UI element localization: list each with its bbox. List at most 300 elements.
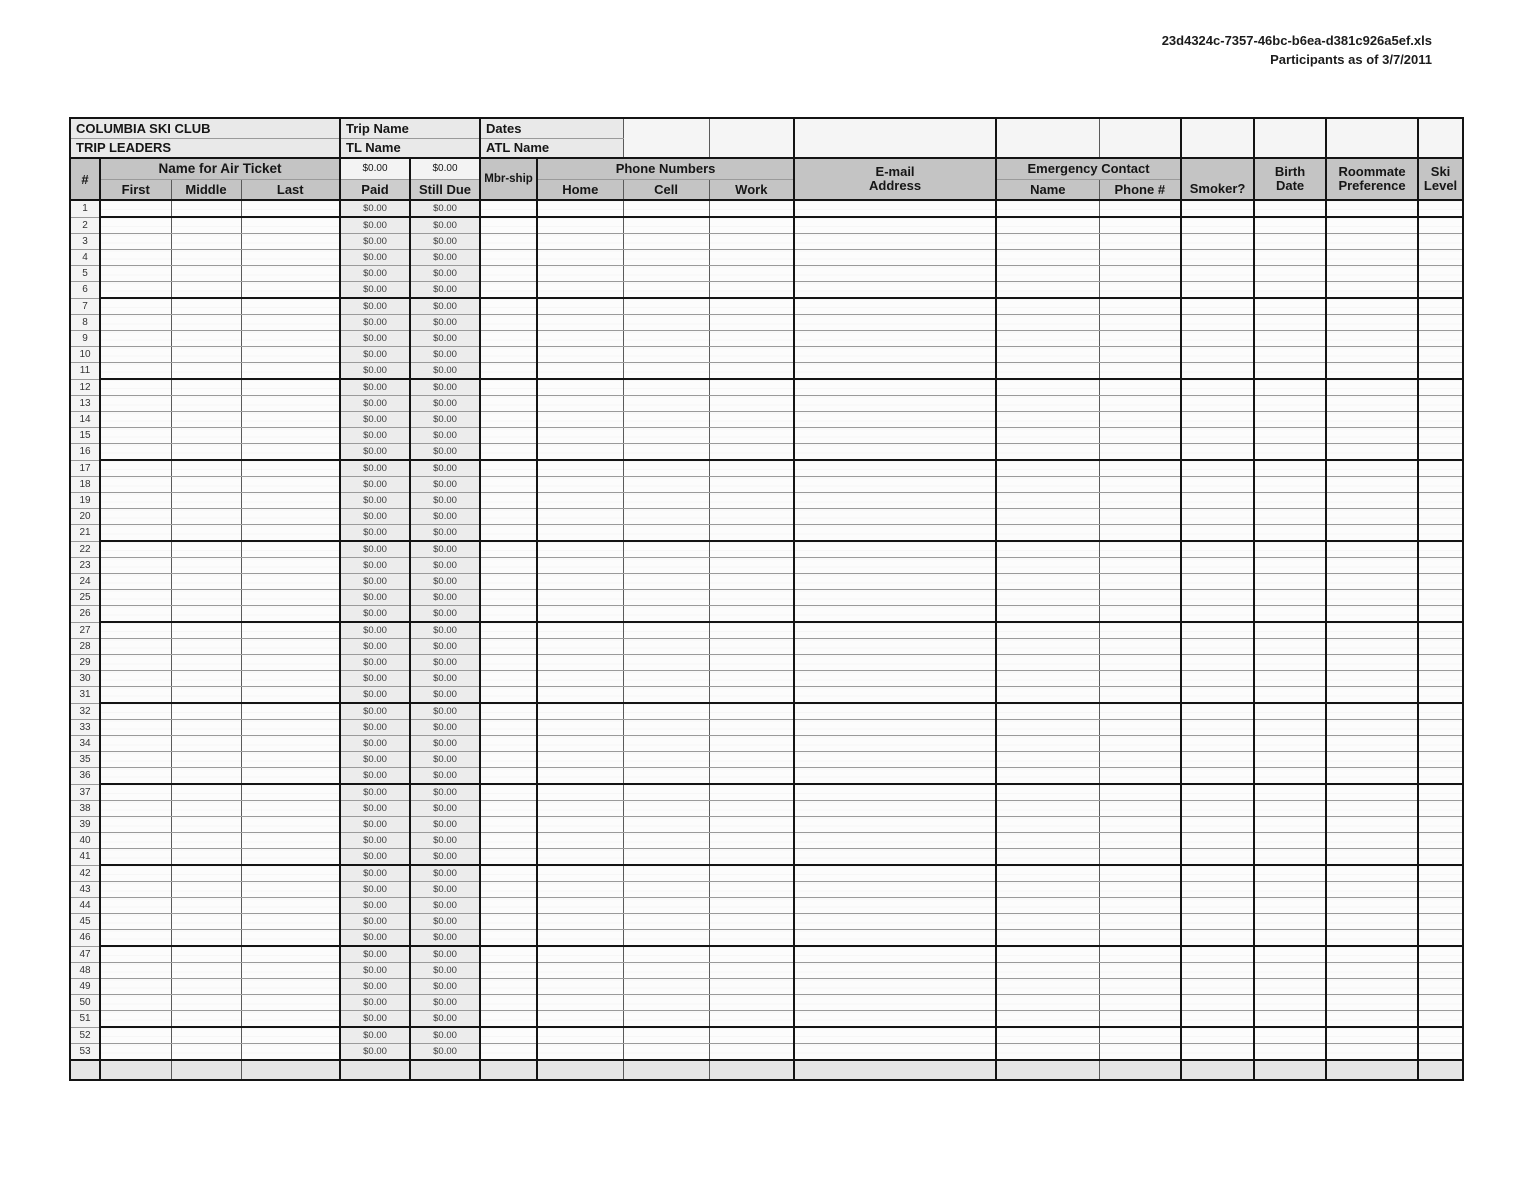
- smoker-cell: [1181, 298, 1254, 315]
- email-cell: [794, 412, 996, 428]
- blank-top-cell: [1418, 118, 1463, 158]
- middle-name-cell: [171, 655, 241, 671]
- last-name-cell: [241, 687, 340, 704]
- email-cell: [794, 477, 996, 493]
- cell-phone-cell: [623, 493, 709, 509]
- home-phone-cell: [537, 298, 623, 315]
- last-name-cell: [241, 639, 340, 655]
- work-phone-cell: [709, 298, 794, 315]
- smoker-cell: [1181, 315, 1254, 331]
- still-due-cell: $0.00: [410, 979, 480, 995]
- participant-row: [70, 930, 1463, 947]
- roommate-cell: [1326, 363, 1418, 380]
- middle-name-cell: [171, 930, 241, 947]
- row-number-cell: 32: [70, 703, 100, 720]
- home-phone-cell: [537, 801, 623, 817]
- birth-date-cell: [1254, 849, 1326, 866]
- home-phone-cell: [537, 412, 623, 428]
- last-name-cell: [241, 768, 340, 785]
- participant-row: [70, 914, 1463, 930]
- email-cell: [794, 347, 996, 363]
- middle-name-cell: [171, 768, 241, 785]
- cell-phone-cell: [623, 720, 709, 736]
- middle-name-cell: [171, 946, 241, 963]
- footer-cell: [623, 1060, 709, 1080]
- membership-cell: [480, 298, 537, 315]
- middle-name-cell: [171, 736, 241, 752]
- ski-level-cell: [1418, 882, 1463, 898]
- cell-phone-cell: [623, 963, 709, 979]
- roommate-cell: [1326, 833, 1418, 849]
- first-name-cell: [100, 460, 171, 477]
- birth-date-cell: [1254, 1044, 1326, 1061]
- participant-row: [70, 720, 1463, 736]
- row-number-cell: 38: [70, 801, 100, 817]
- first-name-cell: [100, 525, 171, 542]
- paid-cell: $0.00: [340, 525, 410, 542]
- membership-cell: [480, 687, 537, 704]
- participant-row: [70, 833, 1463, 849]
- paid-cell: $0.00: [340, 396, 410, 412]
- birth-date-cell: [1254, 460, 1326, 477]
- email-cell: [794, 979, 996, 995]
- participant-row: [70, 703, 1463, 720]
- smoker-cell: [1181, 963, 1254, 979]
- birth-date-cell: [1254, 590, 1326, 606]
- middle-name-cell: [171, 282, 241, 299]
- smoker-cell: [1181, 234, 1254, 250]
- roommate-header-line2: Preference: [1338, 178, 1406, 193]
- blank-top-cell: [996, 118, 1099, 158]
- paid-cell: $0.00: [340, 703, 410, 720]
- first-name-cell: [100, 963, 171, 979]
- birth-date-cell: [1254, 250, 1326, 266]
- still-due-cell: $0.00: [410, 460, 480, 477]
- participant-row: [70, 946, 1463, 963]
- work-phone-cell: [709, 379, 794, 396]
- membership-cell: [480, 493, 537, 509]
- ski-level-cell: [1418, 250, 1463, 266]
- work-phone-cell: [709, 396, 794, 412]
- row-number-cell: 33: [70, 720, 100, 736]
- row-number-cell: 6: [70, 282, 100, 299]
- roommate-cell: [1326, 752, 1418, 768]
- smoker-cell: [1181, 331, 1254, 347]
- first-name-cell: [100, 266, 171, 282]
- ski-level-cell: [1418, 979, 1463, 995]
- work-phone-cell: [709, 703, 794, 720]
- last-name-cell: [241, 250, 340, 266]
- emergency-name-cell: [996, 574, 1099, 590]
- cell-phone-cell: [623, 606, 709, 623]
- roommate-cell: [1326, 315, 1418, 331]
- cell-phone-cell: [623, 849, 709, 866]
- email-cell: [794, 509, 996, 525]
- still-due-cell: $0.00: [410, 558, 480, 574]
- smoker-cell: [1181, 833, 1254, 849]
- email-cell: [794, 460, 996, 477]
- row-number-cell: 27: [70, 622, 100, 639]
- home-phone-cell: [537, 606, 623, 623]
- row-number-cell: 7: [70, 298, 100, 315]
- emergency-name-cell: [996, 833, 1099, 849]
- participant-row: [70, 493, 1463, 509]
- home-phone-cell: [537, 833, 623, 849]
- home-phone-cell: [537, 315, 623, 331]
- participant-row: [70, 995, 1463, 1011]
- emergency-name-cell: [996, 282, 1099, 299]
- blank-top-cell: [1181, 118, 1254, 158]
- work-phone-cell: [709, 946, 794, 963]
- still-due-cell: $0.00: [410, 606, 480, 623]
- first-name-cell: [100, 768, 171, 785]
- middle-name-cell: [171, 817, 241, 833]
- birth-date-cell: [1254, 412, 1326, 428]
- still-due-cell: $0.00: [410, 315, 480, 331]
- first-name-cell: [100, 444, 171, 461]
- work-phone-cell: [709, 460, 794, 477]
- membership-cell: [480, 1027, 537, 1044]
- birth-date-cell: [1254, 347, 1326, 363]
- middle-name-cell: [171, 882, 241, 898]
- birth-date-cell: [1254, 898, 1326, 914]
- row-number-cell: 44: [70, 898, 100, 914]
- cell-phone-cell: [623, 558, 709, 574]
- column-header-last: Last: [241, 179, 340, 200]
- first-name-cell: [100, 606, 171, 623]
- smoker-cell: [1181, 622, 1254, 639]
- home-phone-cell: [537, 720, 623, 736]
- tl-name-label-cell: TL Name: [340, 138, 480, 158]
- still-due-cell: $0.00: [410, 865, 480, 882]
- first-name-cell: [100, 930, 171, 947]
- ski-level-cell: [1418, 363, 1463, 380]
- roommate-cell: [1326, 687, 1418, 704]
- paid-cell: $0.00: [340, 200, 410, 217]
- emergency-name-cell: [996, 606, 1099, 623]
- emergency-name-cell: [996, 1027, 1099, 1044]
- smoker-cell: [1181, 558, 1254, 574]
- first-name-cell: [100, 995, 171, 1011]
- first-name-cell: [100, 639, 171, 655]
- home-phone-cell: [537, 671, 623, 687]
- smoker-cell: [1181, 930, 1254, 947]
- middle-name-cell: [171, 979, 241, 995]
- work-phone-cell: [709, 784, 794, 801]
- ski-level-cell: [1418, 541, 1463, 558]
- still-due-cell: $0.00: [410, 639, 480, 655]
- still-due-cell: $0.00: [410, 509, 480, 525]
- middle-name-cell: [171, 298, 241, 315]
- roommate-header-line1: Roommate: [1338, 164, 1406, 179]
- column-group-emergency-contact: Emergency Contact: [996, 158, 1181, 179]
- home-phone-cell: [537, 622, 623, 639]
- row-number-cell: 19: [70, 493, 100, 509]
- middle-name-cell: [171, 266, 241, 282]
- middle-name-cell: [171, 833, 241, 849]
- membership-cell: [480, 606, 537, 623]
- participant-row: [70, 541, 1463, 558]
- last-name-cell: [241, 428, 340, 444]
- emergency-name-cell: [996, 639, 1099, 655]
- row-number-cell: 31: [70, 687, 100, 704]
- smoker-cell: [1181, 784, 1254, 801]
- still-due-cell: $0.00: [410, 833, 480, 849]
- column-header-row-number: #: [70, 158, 100, 200]
- ski-level-cell: [1418, 849, 1463, 866]
- smoker-cell: [1181, 979, 1254, 995]
- emergency-name-cell: [996, 687, 1099, 704]
- column-group-air-ticket: Name for Air Ticket: [100, 158, 340, 179]
- paid-cell: $0.00: [340, 250, 410, 266]
- email-cell: [794, 865, 996, 882]
- cell-phone-cell: [623, 444, 709, 461]
- document-filename: 23d4324c-7357-46bc-b6ea-d381c926a5ef.xls: [1161, 33, 1432, 48]
- cell-phone-cell: [623, 282, 709, 299]
- home-phone-cell: [537, 914, 623, 930]
- participant-row: [70, 590, 1463, 606]
- last-name-cell: [241, 558, 340, 574]
- email-cell: [794, 444, 996, 461]
- roommate-cell: [1326, 639, 1418, 655]
- emergency-name-cell: [996, 200, 1099, 217]
- row-number-cell: 22: [70, 541, 100, 558]
- column-group-phone-numbers: Phone Numbers: [537, 158, 794, 179]
- participant-row: [70, 736, 1463, 752]
- home-phone-cell: [537, 736, 623, 752]
- smoker-cell: [1181, 882, 1254, 898]
- participant-row: [70, 817, 1463, 833]
- still-due-cell: $0.00: [410, 217, 480, 234]
- emergency-name-cell: [996, 817, 1099, 833]
- emergency-phone-cell: [1099, 347, 1181, 363]
- participant-row: [70, 234, 1463, 250]
- emergency-phone-cell: [1099, 298, 1181, 315]
- roommate-cell: [1326, 200, 1418, 217]
- middle-name-cell: [171, 590, 241, 606]
- work-phone-cell: [709, 639, 794, 655]
- blank-top-cell: [1099, 118, 1181, 158]
- cell-phone-cell: [623, 768, 709, 785]
- ski-level-cell: [1418, 671, 1463, 687]
- emergency-phone-cell: [1099, 493, 1181, 509]
- emergency-phone-cell: [1099, 882, 1181, 898]
- home-phone-cell: [537, 849, 623, 866]
- paid-cell: $0.00: [340, 412, 410, 428]
- paid-cell: $0.00: [340, 882, 410, 898]
- ski-level-cell: [1418, 687, 1463, 704]
- roommate-cell: [1326, 849, 1418, 866]
- cell-phone-cell: [623, 865, 709, 882]
- birth-date-cell: [1254, 736, 1326, 752]
- work-phone-cell: [709, 541, 794, 558]
- participant-row: [70, 250, 1463, 266]
- home-phone-cell: [537, 444, 623, 461]
- participant-row: [70, 379, 1463, 396]
- work-phone-cell: [709, 736, 794, 752]
- cell-phone-cell: [623, 671, 709, 687]
- row-number-cell: 45: [70, 914, 100, 930]
- membership-cell: [480, 768, 537, 785]
- roommate-cell: [1326, 331, 1418, 347]
- participant-row: [70, 574, 1463, 590]
- emergency-name-cell: [996, 590, 1099, 606]
- row-number-cell: 28: [70, 639, 100, 655]
- email-cell: [794, 331, 996, 347]
- blank-top-cell: [623, 118, 709, 158]
- emergency-name-cell: [996, 898, 1099, 914]
- last-name-cell: [241, 1044, 340, 1061]
- smoker-cell: [1181, 493, 1254, 509]
- roommate-cell: [1326, 477, 1418, 493]
- emergency-name-cell: [996, 930, 1099, 947]
- roommate-cell: [1326, 655, 1418, 671]
- paid-cell: $0.00: [340, 574, 410, 590]
- last-name-cell: [241, 930, 340, 947]
- emergency-phone-cell: [1099, 898, 1181, 914]
- column-header-home: Home: [537, 179, 623, 200]
- still-due-cell: $0.00: [410, 250, 480, 266]
- roommate-cell: [1326, 541, 1418, 558]
- row-number-cell: 35: [70, 752, 100, 768]
- birth-date-cell: [1254, 752, 1326, 768]
- ski-level-cell: [1418, 200, 1463, 217]
- last-name-cell: [241, 412, 340, 428]
- cell-phone-cell: [623, 574, 709, 590]
- roommate-cell: [1326, 298, 1418, 315]
- ski-level-cell: [1418, 752, 1463, 768]
- membership-cell: [480, 331, 537, 347]
- roommate-cell: [1326, 930, 1418, 947]
- still-due-cell: $0.00: [410, 331, 480, 347]
- work-phone-cell: [709, 687, 794, 704]
- document-header: [1162, 31, 1432, 69]
- roommate-cell: [1326, 525, 1418, 542]
- membership-cell: [480, 525, 537, 542]
- birth-date-cell: [1254, 946, 1326, 963]
- cell-phone-cell: [623, 833, 709, 849]
- email-cell: [794, 703, 996, 720]
- column-header-roommate-preference: [1326, 158, 1418, 200]
- club-name-cell: COLUMBIA SKI CLUB: [70, 118, 340, 138]
- ski-level-cell: [1418, 428, 1463, 444]
- roommate-cell: [1326, 979, 1418, 995]
- ski-level-cell: [1418, 217, 1463, 234]
- smoker-cell: [1181, 1044, 1254, 1061]
- footer-cell: [1099, 1060, 1181, 1080]
- participant-row: [70, 963, 1463, 979]
- smoker-cell: [1181, 266, 1254, 282]
- emergency-name-cell: [996, 801, 1099, 817]
- birth-date-cell: [1254, 606, 1326, 623]
- column-header-paid: Paid: [340, 179, 410, 200]
- participant-row: [70, 1011, 1463, 1028]
- row-number-cell: 9: [70, 331, 100, 347]
- middle-name-cell: [171, 558, 241, 574]
- membership-cell: [480, 671, 537, 687]
- participant-row: [70, 1044, 1463, 1061]
- email-header-line2: Address: [869, 178, 922, 193]
- home-phone-cell: [537, 1011, 623, 1028]
- paid-cell: $0.00: [340, 801, 410, 817]
- last-name-cell: [241, 914, 340, 930]
- first-name-cell: [100, 801, 171, 817]
- birth-date-cell: [1254, 655, 1326, 671]
- middle-name-cell: [171, 379, 241, 396]
- emergency-name-cell: [996, 493, 1099, 509]
- first-name-cell: [100, 1011, 171, 1028]
- birth-date-cell: [1254, 298, 1326, 315]
- work-phone-cell: [709, 574, 794, 590]
- paid-cell: $0.00: [340, 622, 410, 639]
- middle-name-cell: [171, 493, 241, 509]
- participant-row: [70, 784, 1463, 801]
- email-cell: [794, 963, 996, 979]
- first-name-cell: [100, 298, 171, 315]
- ski-level-cell: [1418, 412, 1463, 428]
- row-number-cell: 36: [70, 768, 100, 785]
- cell-phone-cell: [623, 898, 709, 914]
- ski-level-cell: [1418, 655, 1463, 671]
- first-name-cell: [100, 541, 171, 558]
- paid-cell: $0.00: [340, 347, 410, 363]
- birth-date-cell: [1254, 200, 1326, 217]
- still-due-cell: $0.00: [410, 298, 480, 315]
- last-name-cell: [241, 282, 340, 299]
- emergency-name-cell: [996, 363, 1099, 380]
- emergency-name-cell: [996, 720, 1099, 736]
- middle-name-cell: [171, 477, 241, 493]
- paid-cell: $0.00: [340, 266, 410, 282]
- roommate-cell: [1326, 865, 1418, 882]
- emergency-name-cell: [996, 558, 1099, 574]
- middle-name-cell: [171, 347, 241, 363]
- roommate-cell: [1326, 428, 1418, 444]
- emergency-phone-cell: [1099, 995, 1181, 1011]
- participant-row: [70, 331, 1463, 347]
- cell-phone-cell: [623, 1027, 709, 1044]
- last-name-cell: [241, 606, 340, 623]
- ski-level-cell: [1418, 347, 1463, 363]
- middle-name-cell: [171, 639, 241, 655]
- emergency-phone-cell: [1099, 477, 1181, 493]
- smoker-cell: [1181, 396, 1254, 412]
- roommate-cell: [1326, 784, 1418, 801]
- work-phone-cell: [709, 963, 794, 979]
- participant-row: [70, 655, 1463, 671]
- smoker-cell: [1181, 363, 1254, 380]
- emergency-name-cell: [996, 914, 1099, 930]
- first-name-cell: [100, 849, 171, 866]
- participant-row: [70, 671, 1463, 687]
- participant-row: [70, 558, 1463, 574]
- membership-cell: [480, 946, 537, 963]
- still-due-cell: $0.00: [410, 1011, 480, 1028]
- email-cell: [794, 1027, 996, 1044]
- work-phone-cell: [709, 865, 794, 882]
- emergency-phone-cell: [1099, 930, 1181, 947]
- participant-row: [70, 509, 1463, 525]
- membership-cell: [480, 655, 537, 671]
- emergency-name-cell: [996, 865, 1099, 882]
- work-phone-cell: [709, 801, 794, 817]
- email-cell: [794, 687, 996, 704]
- email-cell: [794, 655, 996, 671]
- first-name-cell: [100, 865, 171, 882]
- home-phone-cell: [537, 963, 623, 979]
- membership-cell: [480, 882, 537, 898]
- row-number-cell: 13: [70, 396, 100, 412]
